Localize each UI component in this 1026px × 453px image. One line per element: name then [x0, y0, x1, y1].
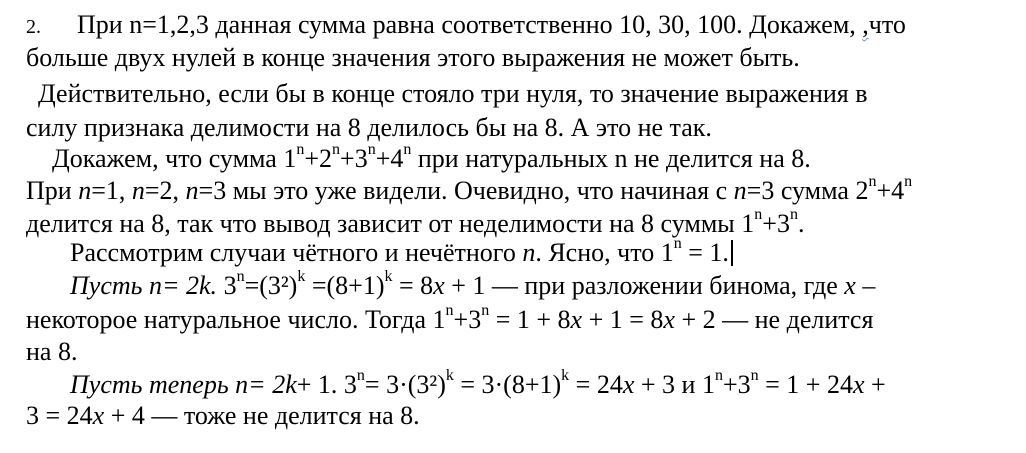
text-run: +3 — [762, 209, 790, 238]
text-run: При — [26, 176, 79, 205]
line-3: Действительно, если бы в конце стояло три нуля, то значение выражения в — [38, 79, 868, 108]
text-run: +3 — [453, 305, 482, 334]
text-run: +4 — [876, 176, 905, 205]
superscript: n — [481, 302, 490, 320]
line-5 — [52, 141, 811, 174]
text-run: =2, — [144, 176, 186, 205]
italic-run: Пусть n — [70, 271, 162, 300]
text-run: = 1. — [681, 238, 729, 267]
text-run: Рассмотрим случаи чётного и нечётного — [70, 238, 523, 267]
line-1-text: При n=1,2,3 данная сумма равна соответственно 10, 30, 100. Докажем, — [77, 10, 863, 39]
spelling-mark: , — [862, 10, 869, 39]
line-12 — [70, 367, 886, 400]
text-run: 3 — [217, 271, 237, 300]
text-run: + 1. 3 — [296, 370, 357, 399]
italic-run: = 2k. — [161, 271, 218, 300]
line-10 — [26, 302, 874, 335]
superscript: n — [868, 173, 877, 191]
superscript: n — [789, 206, 798, 224]
superscript: k — [384, 268, 393, 286]
text-run: = 1 + 24 — [758, 370, 853, 399]
superscript: n — [714, 367, 723, 385]
text-run: =(8+1) — [305, 271, 385, 300]
text-run: + 2 — не делится — [674, 305, 874, 334]
text-run: = 3·(8+1) — [453, 370, 562, 399]
line-11: на 8. — [26, 337, 78, 366]
text-run: Докажем, что сумма 1 — [52, 144, 297, 173]
text-run: + 3 и 1 — [634, 370, 715, 399]
text-run: = 8 — [392, 271, 434, 300]
line-1 — [26, 10, 906, 42]
superscript: n — [754, 206, 763, 224]
text-run: =3 мы это уже видели. Очевидно, что начиная с — [198, 176, 734, 205]
variable: x — [92, 401, 105, 430]
text-run: . Ясно, что 1 — [535, 238, 674, 267]
text-run: =1, — [91, 176, 132, 205]
variable: n — [131, 176, 145, 205]
text-run: = 3·(3²) — [364, 370, 446, 399]
paragraph-number: 2. — [26, 16, 41, 38]
superscript: n — [356, 367, 365, 385]
superscript: n — [445, 302, 454, 320]
text-run: =3 сумма 2 — [746, 176, 869, 205]
text-run: +3 — [340, 144, 368, 173]
text-run: +4 — [375, 144, 404, 173]
superscript: n — [367, 141, 376, 159]
text-run: +3 — [722, 370, 751, 399]
line-8 — [70, 235, 733, 268]
superscript: n — [332, 141, 341, 159]
line-4: силу признака делимости на 8 делилось бы на 8. А это не так. — [26, 113, 712, 142]
variable: x — [844, 271, 856, 300]
variable: x — [852, 370, 865, 399]
text-run: 3 = 24 — [26, 401, 93, 430]
text-run: + 1 = 8 — [582, 305, 664, 334]
text-run: + 1 — при разложении бинома, где — [444, 271, 845, 300]
italic-run: Пусть теперь n — [70, 370, 249, 399]
text-run: + — [864, 370, 886, 399]
variable: x — [663, 305, 675, 334]
variable: n — [185, 176, 199, 205]
superscript: n — [403, 141, 412, 159]
variable: x — [570, 305, 583, 334]
text-run: делится на 8, так что вывод зависит от неделимости на 8 суммы 1 — [26, 209, 755, 238]
variable: n — [733, 176, 747, 205]
line-13 — [26, 401, 420, 431]
superscript: n — [296, 141, 305, 159]
text-run: = 24 — [569, 370, 623, 399]
variable: x — [433, 271, 445, 300]
superscript: n — [750, 367, 759, 385]
text-run: при натуральных n не делится на 8. — [411, 144, 811, 173]
line-9 — [70, 268, 876, 301]
text-cursor[interactable] — [731, 240, 733, 266]
line-2: больше двух нулей в конце значения этого выражения не может быть. — [26, 43, 800, 72]
line-7 — [26, 206, 805, 239]
text-run: некоторое натуральное число. Тогда 1 — [26, 305, 446, 334]
text-run: . — [797, 209, 805, 238]
variable: n — [522, 238, 536, 267]
superscript: k — [297, 268, 306, 286]
variable: n — [78, 176, 92, 205]
superscript: k — [445, 367, 454, 385]
text-run: =(3²) — [244, 271, 298, 300]
superscript: n — [673, 235, 682, 253]
text-run: = 1 + 8 — [489, 305, 571, 334]
superscript: k — [561, 367, 570, 385]
superscript: n — [904, 173, 913, 191]
superscript: n — [236, 268, 245, 286]
text-run: +2 — [304, 144, 333, 173]
variable: x — [622, 370, 635, 399]
text-run: – — [855, 271, 876, 300]
text-run: + 4 — тоже не делится на 8. — [104, 401, 420, 430]
italic-run: = 2k — [248, 370, 297, 399]
line-1-end: что — [868, 10, 906, 39]
line-6 — [26, 173, 913, 206]
